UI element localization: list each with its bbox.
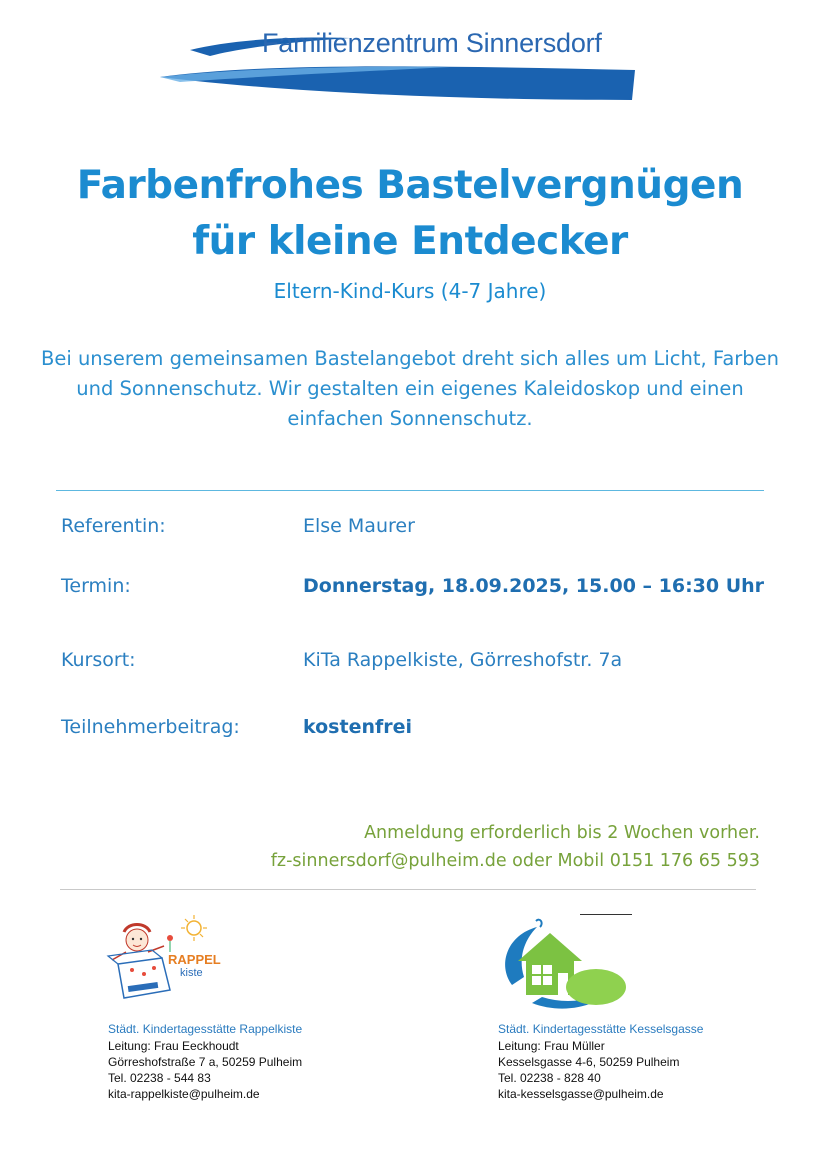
rappelkiste-logo-word-bottom: kiste xyxy=(180,967,203,979)
speaker-value: Else Maurer xyxy=(303,515,415,537)
kesselsgasse-logo xyxy=(492,915,632,1015)
event-description: Bei unserem gemeinsamen Bastelangebot dreht sich alles um Licht, Farben und Sonnenschutz. Wir gestalten ein eigenes Kaleidoskop und einen einfachen Sonnenschutz. xyxy=(40,347,780,430)
kita-kesselsgasse-email[interactable]: kita-kesselsgasse@pulheim.de xyxy=(498,1087,664,1101)
event-title-line2: für kleine Entdecker xyxy=(192,219,628,264)
divider xyxy=(56,490,764,491)
speaker-label: Referentin: xyxy=(61,515,166,537)
event-title xyxy=(0,158,820,270)
kita-rappelkiste-name: Städt. Kindertagesstätte Rappelkiste xyxy=(108,1022,303,1036)
event-title-line1: Farbenfrohes Bastelvergnügen xyxy=(76,163,744,208)
rappelkiste-logo-word-top: RAPPEL xyxy=(168,952,221,967)
footer-left-block xyxy=(108,1022,302,1101)
fee-value: kostenfrei xyxy=(303,716,413,738)
date-value: Donnerstag, 18.09.2025, 15.00 – 16:30 Uhr xyxy=(303,575,765,597)
event-subtitle: Eltern-Kind-Kurs (4-7 Jahre) xyxy=(273,279,547,303)
registration-contact[interactable]: fz-sinnersdorf@pulheim.de oder Mobil 0151 176 65 593 xyxy=(270,851,760,871)
rappelkiste-logo xyxy=(104,912,224,1007)
kita-kesselsgasse-lead: Leitung: Frau Müller xyxy=(498,1039,605,1053)
kita-rappelkiste-email[interactable]: kita-rappelkiste@pulheim.de xyxy=(108,1087,260,1101)
kita-kesselsgasse-address: Kesselsgasse 4-6, 50259 Pulheim xyxy=(498,1055,680,1069)
footer-right-block xyxy=(498,1022,703,1101)
kita-rappelkiste-lead: Leitung: Frau Eeckhoudt xyxy=(108,1039,239,1053)
kita-kesselsgasse-phone: Tel. 02238 - 828 40 xyxy=(498,1071,601,1085)
fee-label: Teilnehmerbeitrag: xyxy=(61,716,240,738)
kita-rappelkiste-address: Görreshofstraße 7 a, 50259 Pulheim xyxy=(108,1055,303,1069)
kita-kesselsgasse-name: Städt. Kindertagesstätte Kesselsgasse xyxy=(498,1022,704,1036)
location-value: KiTa Rappelkiste, Görreshofstr. 7a xyxy=(303,649,623,671)
kita-rappelkiste-phone: Tel. 02238 - 544 83 xyxy=(108,1071,211,1085)
registration-note: Anmeldung erforderlich bis 2 Wochen vorher. xyxy=(364,823,760,843)
footer-divider xyxy=(60,889,756,890)
location-label: Kursort: xyxy=(61,649,136,671)
date-label: Termin: xyxy=(61,575,131,597)
logo-text: Familienzentrum Sinnersdorf xyxy=(262,28,602,58)
